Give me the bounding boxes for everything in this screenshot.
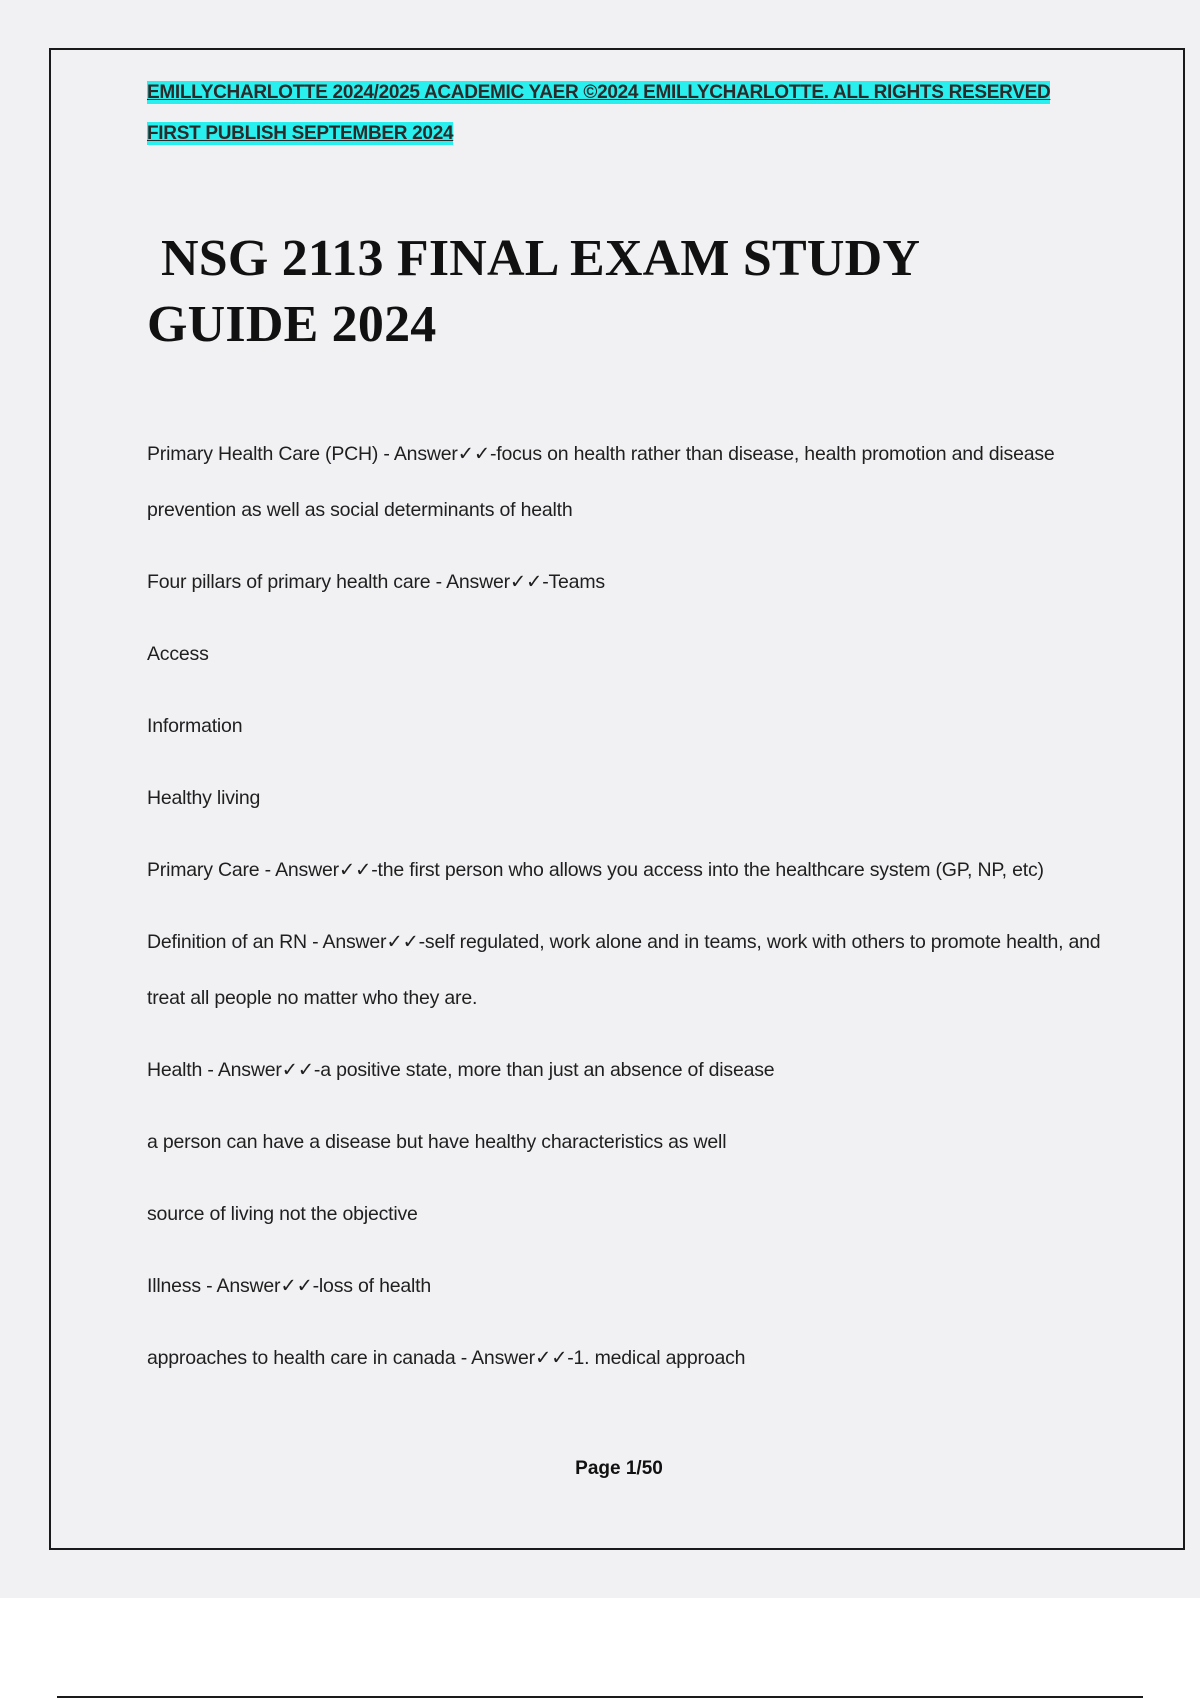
entry-rn-definition: Definition of an RN - Answer✓✓-self regulated, work alone and in teams, work with others to promote health, and treat all people no matter who they are. [147,931,1101,1009]
entry-access: Access [147,643,209,665]
entry-illness: Illness - Answer✓✓-loss of health [147,1275,432,1297]
entry-approaches: approaches to health care in canada - Answer✓✓-1. medical approach [147,1347,746,1369]
entry-health-note-1: a person can have a disease but have healthy characteristics as well [147,1131,727,1153]
entry-health-note-2: source of living not the objective [147,1203,418,1225]
study-entries [147,426,1137,1386]
title-line-1: NSG 2113 FINAL EXAM STUDY [161,230,921,287]
entry-four-pillars: Four pillars of primary health care - Answer✓✓-Teams [147,571,605,593]
entry-healthy-living: Healthy living [147,787,261,809]
entry-primary-health-care: Primary Health Care (PCH) - Answer✓✓-focus on health rather than disease, health promotion and disease prevention as well as social determinants of health [147,443,1055,521]
entry-primary-care: Primary Care - Answer✓✓-the first person who allows you access into the healthcare system (GP, NP, etc) [147,859,1044,881]
page-number: Page 1/50 [575,1458,663,1479]
title-line-2: GUIDE 2024 [147,296,437,353]
entry-information: Information [147,715,243,737]
copyright-line: EMILLYCHARLOTTE 2024/2025 ACADEMIC YAER ©2024 EMILLYCHARLOTTE. ALL RIGHTS RESERVED [147,82,1051,103]
page-frame [49,48,1185,1550]
next-page-top-rule [57,1696,1143,1698]
publish-line: FIRST PUBLISH SEPTEMBER 2024 [147,123,454,144]
page-content [147,72,1137,1402]
entry-health: Health - Answer✓✓-a positive state, more than just an absence of disease [147,1059,775,1081]
document-title [147,226,1137,358]
